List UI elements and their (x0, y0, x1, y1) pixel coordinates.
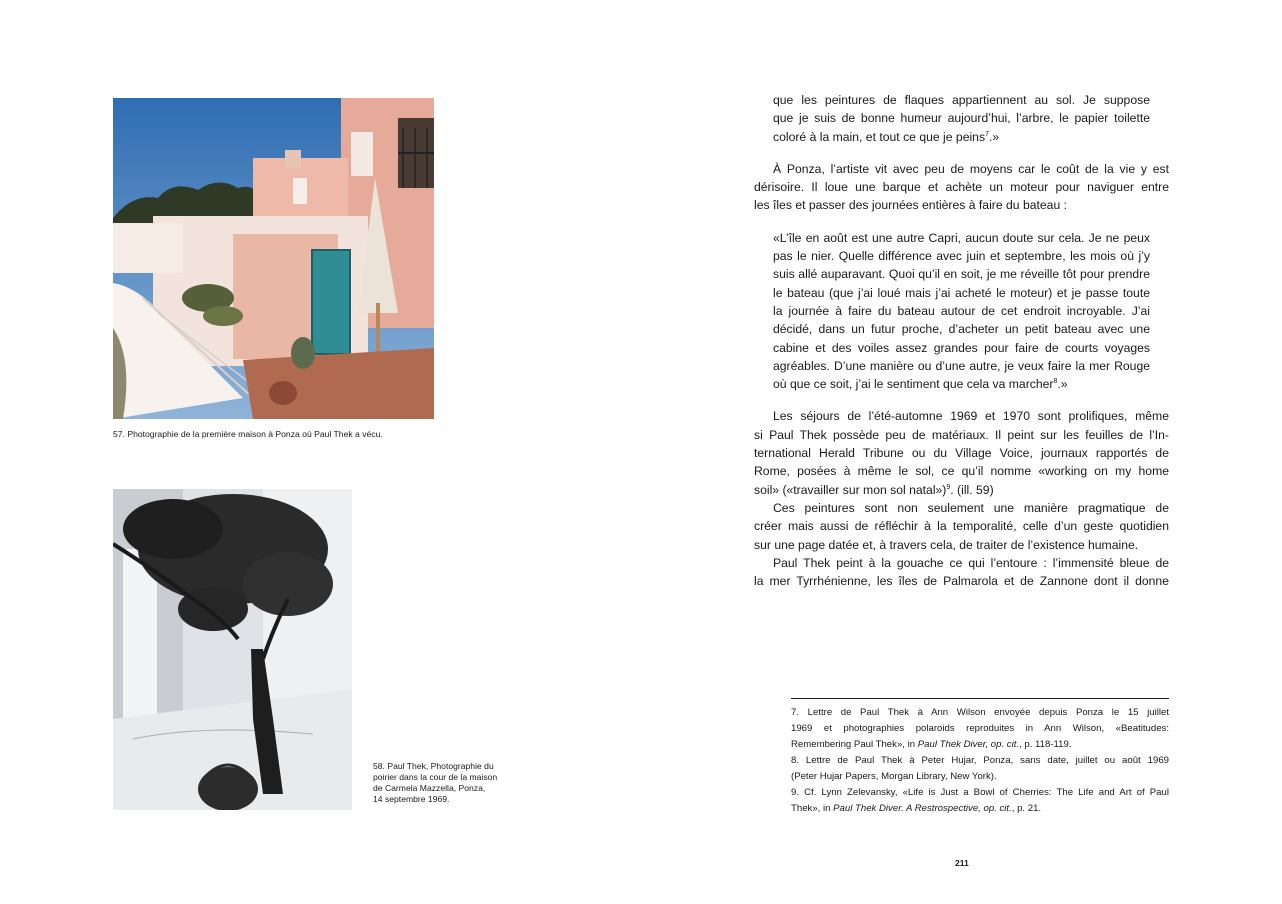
text-line: pas le nier. Quelle différence avec juin et septembre, les mois où j’y (773, 249, 1150, 264)
text-line: si Paul Thek possède peu de matériaux. Il peint sur les feuilles de l’In- (754, 427, 1169, 442)
figure-58-caption-line: 58. Paul Thek, Photographie du (373, 761, 494, 771)
footnote-7-line (791, 737, 1169, 753)
text-span: .» (988, 129, 1000, 144)
figure-58-caption-line: de Carmela Mazzella, Ponza, (373, 783, 486, 793)
text-line (754, 128, 1169, 146)
footnote-ref-7[interactable]: 7 (985, 130, 989, 138)
text-span: soil» («travailler sur mon sol natal») (754, 482, 947, 497)
book-title: Paul Thek Diver. A Restrospective, op. cit. (833, 803, 1012, 814)
footnote-ref-8[interactable]: 8 (1053, 378, 1058, 386)
text-line: que je suis de bonne humeur aujourd’hui, l’arbre, le papier toilette (773, 111, 1150, 126)
text-line: le bateau (que j’ai loué mais j’ai acheté le moteur) et je passe toute (773, 285, 1150, 300)
text-line: la mer Tyrrhénienne, les îles de Palmarola et de Zannone dont il donne (754, 574, 1169, 589)
text-line: décidé, dans un futur proche, d’acheter un petit bateau avec une (773, 322, 1150, 337)
footnote-divider (791, 698, 1169, 699)
paragraph-ponza (754, 160, 1169, 215)
text-span: où que ce soit, j’ai le sentiment que cela va marcher (773, 377, 1054, 392)
footnote-7-line: 7. Lettre de Paul Thek à Ann Wilson envoyée depuis Ponza le 15 juillet (791, 707, 1169, 718)
text-line: «L’île en août est une autre Capri, aucun doute sur cela. Je ne peux (773, 230, 1150, 245)
text-span: . (ill. 59) (950, 482, 994, 497)
body-text (754, 91, 1169, 590)
paragraph-peintures (754, 499, 1169, 554)
quote-block-1 (754, 91, 1169, 146)
paragraph-sejours (754, 407, 1169, 498)
figure-57-photo (113, 98, 434, 419)
text-line: Paul Thek peint à la gouache ce qui l’entoure : l’immensité bleue de (773, 555, 1169, 570)
text-line: que les peintures de flaques appartiennent au sol. Je suppose (773, 93, 1150, 107)
figure-58-caption (373, 761, 523, 805)
text-span: , p. 118-119. (1019, 739, 1072, 750)
text-line: Les séjours de l’été-automne 1969 et 1970 sont prolifiques, même (773, 409, 1169, 424)
text-line (754, 481, 1169, 499)
text-line: agréables. D’une manière ou d’une autre, je veux faire la mer Rouge (773, 358, 1150, 373)
figure-58-caption-line: poirier dans la cour de la maison (373, 772, 498, 782)
text-line: dérisoire. Il loue une barque et achète un moteur pour naviguer entre (754, 180, 1169, 195)
text-span: Thek», in (791, 803, 834, 814)
footnotes (791, 705, 1169, 817)
text-line: À Ponza, l’artiste vit avec peu de moyens car le coût de la vie y est (773, 161, 1169, 176)
footnote-ref-9[interactable]: 9 (946, 483, 951, 491)
text-line: la journée à faire du bateau autour de cet endroit incroyable. J’ai (773, 303, 1150, 318)
footnote-8-line: (Peter Hujar Papers, Morgan Library, New York). (791, 771, 997, 782)
text-span: Remembering Paul Thek», in (791, 739, 918, 750)
footnote-9-line: 9. Cf. Lynn Zelevansky, «Life is Just a Bowl of Cherries: The Life and Art of Paul (791, 787, 1169, 798)
text-line: créer mais aussi de réfléchir à la temporalité, celle d’un geste quotidien (754, 519, 1169, 534)
page-number: 211 (955, 858, 969, 868)
text-line: Ces peintures sont non seulement une manière pragmatique de (773, 500, 1169, 515)
text-line (754, 375, 1169, 393)
footnote-9-line (791, 801, 1169, 817)
text-span: .» (1057, 377, 1068, 392)
book-title: Paul Thek Diver, op. cit. (917, 739, 1020, 750)
figure-57-caption: 57. Photographie de la première maison à Ponza où Paul Thek a vécu. (113, 429, 383, 439)
text-line: ternational Herald Tribune ou du Village Voice, journaux rapportés de (754, 446, 1169, 461)
figure-58-photo (113, 489, 352, 810)
text-line: les îles et passer des journées entières à faire du bateau : (754, 198, 1068, 213)
text-line: Rome, posées à même le sol, ce qu’il nomme «working on my home (754, 464, 1169, 479)
text-line: cabine et des voiles assez grandes pour faire de courts voyages (773, 340, 1150, 355)
text-line: suis allé auparavant. Quoi qu’il en soit, je me réveille tôt pour prendre (773, 267, 1150, 282)
figure-58-caption-line: 14 septembre 1969. (373, 794, 450, 804)
footnote-8-line: 8. Lettre de Paul Thek à Peter Hujar, Ponza, sans date, juillet ou août 1969 (791, 755, 1169, 766)
footnote-7-line: 1969 et photographies polaroids reproduites in Ann Wilson, «Beatitudes: (791, 723, 1169, 734)
text-line: sur une page datée et, à travers cela, de traiter de l’existence humaine. (754, 537, 1139, 552)
paragraph-gouache (754, 554, 1169, 591)
text-span: coloré à la main, et tout ce que je peins (773, 129, 986, 144)
quote-block-2 (754, 229, 1169, 394)
text-span: , p. 21. (1011, 803, 1042, 814)
